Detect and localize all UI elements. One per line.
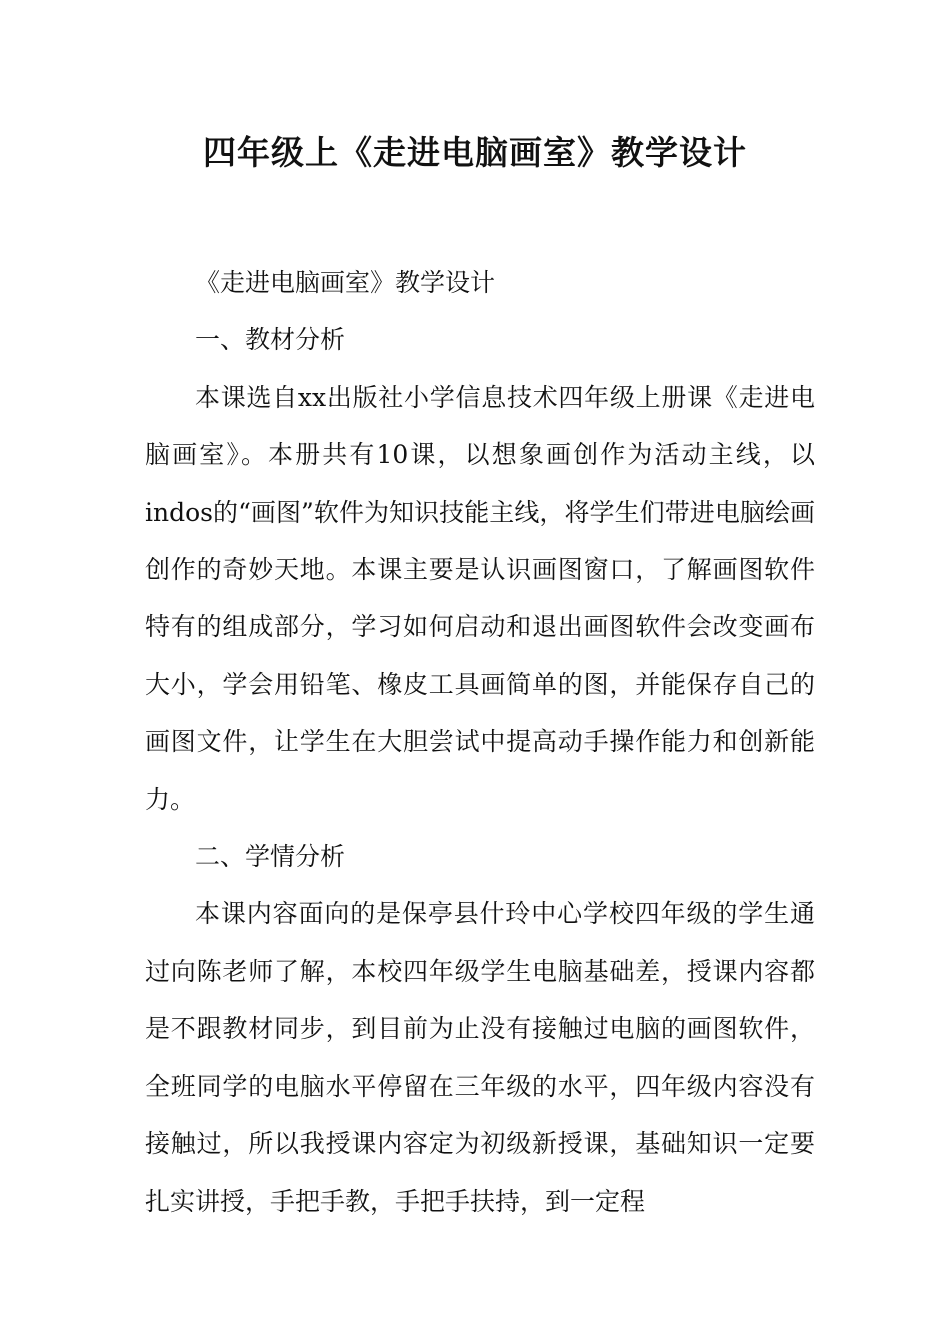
student-analysis-paragraph: 本课内容面向的是保亭县什玲中心学校四年级的学生通过向陈老师了解，本校四年级学生电脑基础差，授课内容都是不跟教材同步，到目前为止没有接触过电脑的画图软件，全班同学的电脑水平停留在三年级的水平，四年级内容没有接触过，所以我授课内容定为初级新授课，基础知识一定要扎实讲授，手把手教，手把手扶持，到一定程 <box>145 899 815 1216</box>
document-body <box>145 254 815 1230</box>
document-title: 四年级上《走进电脑画室》教学设计 <box>203 133 747 172</box>
textbook-analysis-paragraph: 本课选自xx出版社小学信息技术四年级上册课《走进电脑画室》。本册共有10课，以想象画创作为活动主线，以indos的“画图”软件为知识技能主线，将学生们带进电脑绘画创作的奇妙天地。本课主要是认识画图窗口，了解画图软件特有的组成部分，学习如何启动和退出画图软件会改变画布大小，学会用铅笔、橡皮工具画简单的图，并能保存自己的画图文件，让学生在大胆尝试中提高动手操作能力和创新能力。 <box>145 382 815 814</box>
subtitle-paragraph: 《走进电脑画室》教学设计 <box>195 268 496 297</box>
section-heading-textbook-analysis: 一、教材分析 <box>195 325 346 355</box>
section-heading-student-analysis: 二、学情分析 <box>195 842 346 872</box>
